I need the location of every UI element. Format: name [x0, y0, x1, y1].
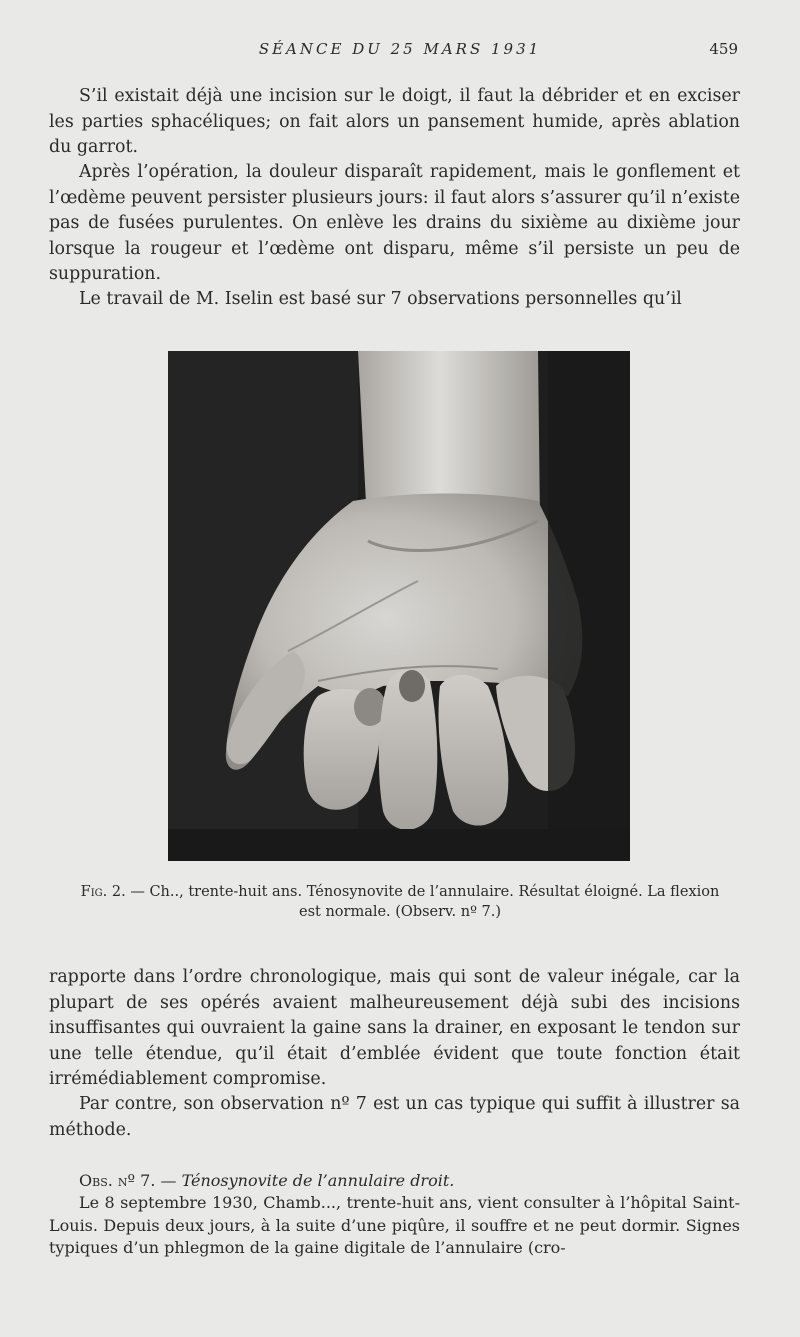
paragraph-incision: S’il existait déjà une incision sur le doigt, il faut la débrider et en exciser les parties sphacéliques; on fait alors un pansement humide, après ablation du garrot.	[49, 86, 740, 157]
hand-photograph	[168, 351, 630, 861]
figure-caption	[70, 882, 730, 922]
running-title: SÉANCE DU 25 MARS 1931	[258, 40, 542, 58]
observation-title: — Ténosynovite de l’annulaire droit.	[155, 1171, 455, 1190]
figure-caption-label: Fig. 2.	[80, 884, 126, 900]
paragraph-after-operation: Après l’opération, la douleur disparaît rapidement, mais le gonflement et l’œdème peuvent persister plusieurs jours: il faut alors s’assurer qu’il n’existe pas de fusées purulentes. On enlève les drains du sixième au dixième jour lorsque la rougeur et l’œdème ont disparu, même s’il persiste un peu de suppuration.	[49, 162, 740, 284]
observation-heading	[49, 1170, 740, 1192]
paragraph-typical-case: Par contre, son observation nº 7 est un cas typique qui suffit à illustrer sa méthode.	[49, 1094, 740, 1140]
page-number: 459	[709, 40, 738, 58]
paragraph-iselin-work: Le travail de M. Iselin est basé sur 7 observations personnelles qu’il	[79, 289, 682, 309]
observation-label: Obs. nº 7.	[79, 1171, 156, 1190]
observation-text: Le 8 septembre 1930, Chamb..., trente-huit ans, vient consulter à l’hôpital Saint-Louis. Depuis deux jours, à la suite d’une piqûre, il souffre et ne peut dormir. Signes typiques d’un phlegmon de la gaine digitale de l’annulaire (cro-	[49, 1193, 740, 1257]
paragraph-chronological: rapporte dans l’ordre chronologique, mais qui sont de valeur inégale, car la plupart de ses opérés avaient malheureusement déjà subi des incisions insuffisantes qui ouvraient la gaine sans la drainer, en exposant le tendon sur une telle étendue, qu’il était d’emblée évident que toute fonction était irrémédiablement compromise.	[49, 967, 740, 1089]
figure-caption-text: — Ch.., trente-huit ans. Ténosynovite de l’annulaire. Résultat éloigné. La flexion est normale. (Observ. nº 7.)	[125, 884, 720, 920]
running-head	[0, 38, 800, 60]
